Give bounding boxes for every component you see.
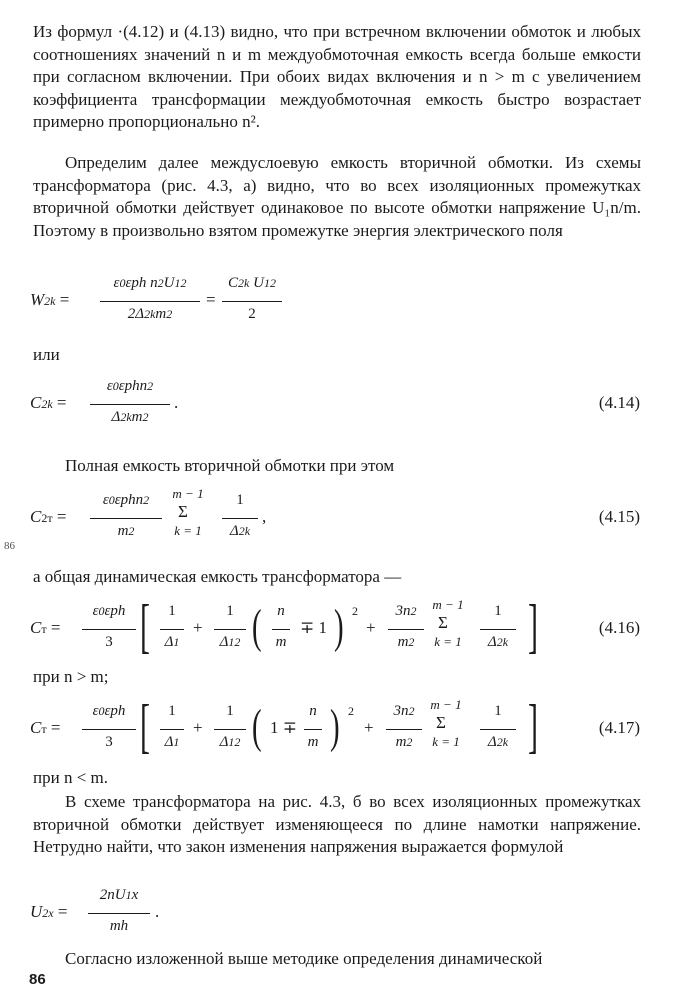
- paragraph-2: Определим далее междуслоевую емкость вторичной обмотки. Из схемы трансформатора (рис. 4.3, а) видно, что во всех изоляционных промежутках вторичной обмотки действует одинаковое по высоте обмотки напряжение U₁n/m. Поэтому в произвольно взятом промежутке энергия электрического поля: [33, 153, 641, 240]
- equation-number-4-14: (4.14): [598, 393, 640, 412]
- paragraph-4: а общая динамическая емкость трансформатора —: [33, 567, 402, 586]
- margin-annotation: 86: [4, 540, 15, 552]
- equation-number-4-16: (4.16): [598, 618, 640, 637]
- paragraph-5: В схеме трансформатора на рис. 4.3, б во всех изоляционных промежутках вторичной обмотки действует изменяющееся по длине намотки напряжение. Нетрудно найти, что закон изменения напряжения выражается формулой: [33, 792, 641, 856]
- page-number: 86: [29, 971, 46, 988]
- paragraph-1: Из формул ·(4.12) и (4.13) видно, что при встречном включении обмоток и любых соотношениях значений n и m междуобмоточная емкость всегда больше емкости при согласном включении. При обоих видах включения и n > m с увеличением коэффициента трансформации междуобмоточная емкость быстро возрастает примерно пропорционально n².: [33, 22, 641, 131]
- book-page: Из формул ·(4.12) и (4.13) видно, что при встречном включении обмоток и любых соотношениях значений n и m междуобмоточная емкость всегда больше емкости при согласном включении. При обоих видах включения и n > m с увеличением коэффициента трансформации междуобмоточная емкость быстро возрастает примерно пропорционально n². Определим далее междуслоевую емкость вторичной обмотки. Из схемы трансформатора (рис. 4.3, а) видно, что во всех изоляционных промежутках вторичной обмотки действует одинаковое по высоте обмотки напряжение U₁n/m. Поэтому в произвольно взятом промежутке энергия электрического поля W2k = ε0εph n2U12 2Δ2km2 = C2k U12 2 или C2k = ε0εphn2 Δ2km2 . (4.14) Полная емкость вторичной обмотки при этом C2т = ε0εphn2 m2 m − 1 Σ k = 1 1 Δ2k , (4.15) а общая динамическая емкость трансформатора — Cт = ε0εph 3 [ 1 Δ1 + 1 Δ12 ( n m ∓ 1 ) 2 + 3n2 m2 m − 1 Σ k = 1 1 Δ2k ] (4.16) при n > m; Cт = ε0εph 3 [ 1 Δ1 + 1 Δ12 ( 1 ∓ n m ) 2 + 3n2 m2 m − 1 Σ k = 1 1 Δ2k ] (4.17) при n < m. В схеме трансформатора на рис. 4.3, б во всех изоляционных промежутках вторичной обмотки действует изменяющееся по длине намотки напряжение. Нетрудно найти, что закон изменения напряжения выражается формулой U2x = 2nU1x mh . Согласно изложенной выше методике определения динамической 86 86: [4, 22, 641, 988]
- paragraph-3: Полная емкость вторичной обмотки при этом: [65, 456, 395, 475]
- equation-number-4-17: (4.17): [598, 718, 640, 737]
- condition-n-less-m: при n < m.: [33, 768, 109, 787]
- condition-n-greater-m: при n > m;: [33, 667, 109, 686]
- word-or: или: [33, 345, 60, 364]
- equation-number-4-15: (4.15): [598, 507, 640, 526]
- paragraph-6: Согласно изложенной выше методике определения динамической: [65, 949, 543, 968]
